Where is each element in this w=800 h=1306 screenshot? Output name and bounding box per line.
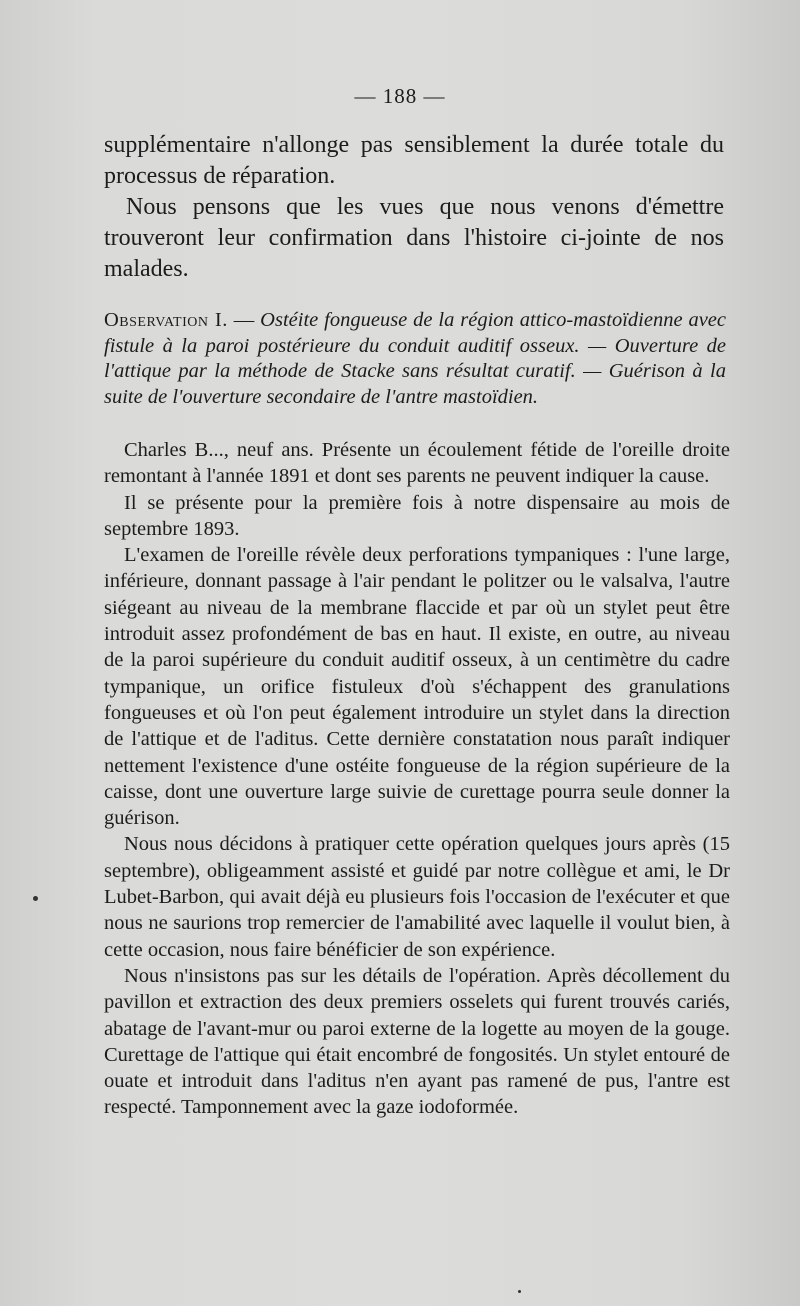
observation-dash: —	[227, 309, 261, 331]
case-report-body	[104, 437, 730, 1121]
ink-speck	[518, 1290, 521, 1293]
intro-text	[104, 130, 724, 285]
case-paragraph-2: Il se présente pour la première fois à notre dispensaire au mois de septembre 1893.	[104, 491, 730, 540]
observation-heading	[104, 308, 726, 410]
case-paragraph-3: L'examen de l'oreille révèle deux perforations tympaniques : l'une large, inférieure, donnant passage à l'air pendant le politzer ou le valsalva, l'autre siégeant au niveau de la membrane flaccide et par où un stylet peut être introduit assez profondément de bas en haut. Il existe, en outre, au niveau de la paroi supérieure du conduit auditif osseux, à un centimètre du cadre tympanique, un orifice fistuleux d'où s'échappent des granulations fongueuses et où l'on peut également introduire un stylet dans la direction de l'attique et de l'aditus. Cette dernière constatation nous paraît indiquer nettement l'existence d'une ostéite fongueuse de la région supérieure de la caisse, dont une ouverture large suivie de curettage pourra seule donner la guérison.	[104, 544, 730, 830]
observation-label: Observation I.	[104, 309, 228, 331]
intro-paragraph-2: Nous pensons que les vues que nous venons d'émettre trouveront leur confirmation dans l'histoire ci-jointe de nos malades.	[104, 194, 724, 282]
case-paragraph-5: Nous n'insistons pas sur les détails de l'opération. Après décollement du pavillon et extraction des deux premiers osselets qui furent trouvés cariés, abatage de l'avant-mur ou paroi externe de la logette au moyen de la gouge. Curettage de l'attique qui était encombré de fongosités. Un stylet entouré de ouate et introduit dans l'aditus n'en ayant pas ramené de pus, l'antre est respecté. Tamponnement avec la gaze iodoformée.	[104, 964, 730, 1119]
case-paragraph-1: Charles B..., neuf ans. Présente un écoulement fétide de l'oreille droite remontant à l'année 1891 et dont ses parents ne peuvent indiquer la cause.	[104, 439, 730, 488]
page-number: — 188 —	[354, 84, 446, 108]
ink-speck	[33, 896, 38, 901]
observation-title: Ostéite fongueuse de la région attico-mastoïdienne avec fistule à la paroi postérieure du conduit auditif osseux. — Ouverture de l'attique par la méthode de Stacke sans résultat curatif. — Guérison à la suite de l'ouverture secondaire de l'antre mastoïdien.	[104, 309, 726, 408]
intro-paragraph-1: supplémentaire n'allonge pas sensiblement la durée totale du processus de réparation.	[104, 132, 724, 189]
case-paragraph-4: Nous nous décidons à pratiquer cette opération quelques jours après (15 septembre), obligeamment assisté et guidé par notre collègue et ami, le Dr Lubet-Barbon, qui avait déjà eu plusieurs fois l'occasion de l'exécuter et que nous ne saurions trop remercier de l'amabilité avec laquelle il voulut bien, à cette occasion, nous faire bénéficier de son expérience.	[104, 833, 730, 961]
